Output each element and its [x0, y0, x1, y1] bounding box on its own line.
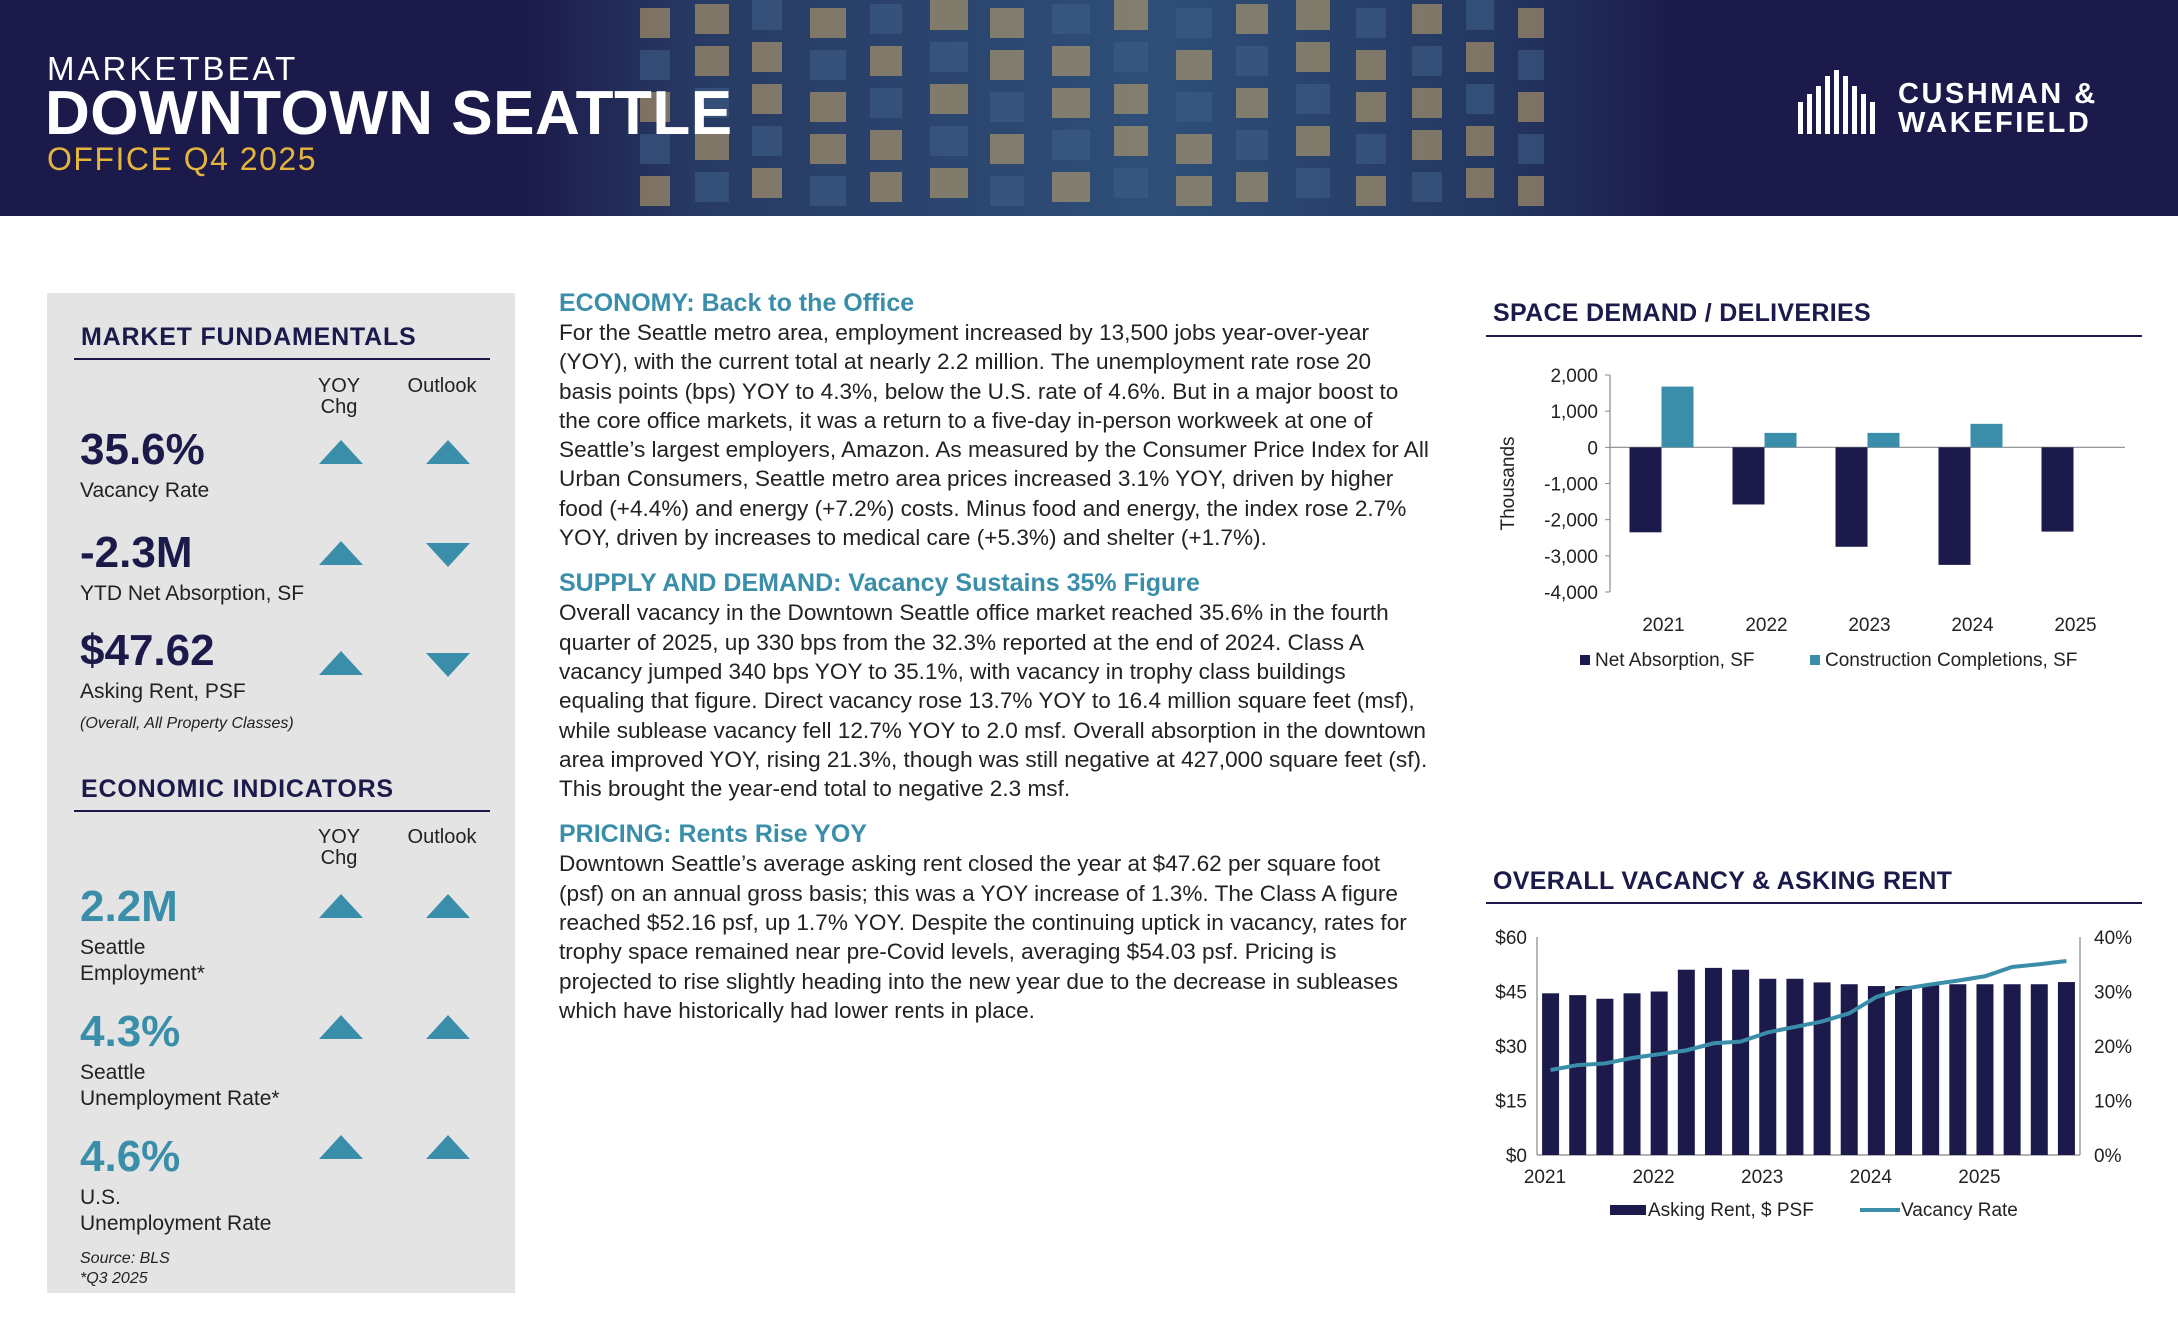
legend-label-completions: Construction Completions, SF: [1825, 650, 2078, 671]
building-window: [870, 88, 902, 118]
building-window: [810, 8, 846, 38]
building-window: [1176, 92, 1212, 122]
legend-label-absorption: Net Absorption, SF: [1595, 650, 1755, 671]
completions-bar: [1765, 433, 1797, 447]
yoy-column-header: YOY Chg: [317, 375, 361, 418]
metric-asking-rent: [80, 627, 340, 705]
building-window: [1518, 50, 1544, 80]
y-axis-label: Thousands: [1498, 436, 1519, 531]
building-window: [1236, 4, 1268, 34]
building-window: [1518, 176, 1544, 206]
building-window: [810, 50, 846, 80]
yoy-up-arrow-icon: [319, 651, 363, 675]
building-window: [870, 172, 902, 202]
building-window: [1236, 88, 1268, 118]
y-tick-label: 2,000: [1550, 366, 1598, 387]
building-window: [1412, 172, 1442, 202]
building-window: [1356, 50, 1386, 80]
metric-label: U.S. Unemployment Rate: [80, 1186, 272, 1235]
section-heading-pricing: PRICING: Rents Rise YOY: [559, 820, 867, 849]
left-tick-label: $15: [1495, 1091, 1527, 1113]
building-window: [1518, 92, 1544, 122]
metric-seattle-unemployment: [80, 1008, 340, 1112]
building-window: [1236, 172, 1268, 202]
asking-rent-bar: [2058, 982, 2075, 1155]
x-tick-label: 2024: [1849, 1167, 1892, 1188]
chart-divider: [1486, 902, 2142, 904]
building-window: [1466, 42, 1494, 72]
asking-rent-bar: [1596, 999, 1613, 1155]
space-demand-chart: [1480, 350, 2160, 680]
left-tick-label: $30: [1495, 1037, 1527, 1058]
completions-bar: [1662, 387, 1694, 448]
outlook-up-arrow-icon: [426, 894, 470, 918]
metric-vacancy: [80, 426, 340, 504]
kicker-title: MARKETBEAT: [47, 50, 299, 87]
logo-text-line1: CUSHMAN &: [1898, 78, 2098, 110]
building-window: [1296, 84, 1330, 114]
y-tick-label: -2,000: [1544, 510, 1598, 532]
x-tick-label: 2023: [1741, 1167, 1784, 1188]
x-tick-label: 2025: [1958, 1167, 2001, 1188]
fundamentals-panel: [47, 293, 515, 1293]
x-tick-label: 2024: [1951, 615, 1994, 636]
building-window: [870, 4, 902, 34]
asking-rent-bar: [1569, 995, 1586, 1155]
y-tick-label: -3,000: [1544, 546, 1598, 568]
section-divider: [74, 810, 490, 812]
yoy-column-header: YOY Chg: [317, 826, 361, 869]
asking-rent-bar: [1624, 993, 1641, 1155]
metric-value: 4.3%: [80, 1007, 181, 1056]
metric-net-absorption: [80, 529, 340, 607]
building-window: [930, 42, 968, 72]
metric-label: Seattle Unemployment Rate*: [80, 1061, 280, 1110]
vacancy-chart-title: OVERALL VACANCY & ASKING RENT: [1493, 867, 1953, 895]
absorption-bar: [2042, 447, 2074, 531]
building-window: [1176, 50, 1212, 80]
cushman-wakefield-logo: [1798, 70, 2108, 139]
building-window: [1356, 92, 1386, 122]
building-window: [695, 46, 729, 76]
building-window: [640, 176, 670, 206]
metric-value: $47.62: [80, 626, 215, 675]
x-tick-label: 2023: [1848, 615, 1891, 636]
legend-swatch-rent: [1610, 1205, 1646, 1215]
x-tick-label: 2025: [2054, 615, 2097, 636]
yoy-up-arrow-icon: [319, 541, 363, 565]
building-window: [752, 168, 782, 198]
outlook-up-arrow-icon: [426, 440, 470, 464]
right-tick-label: 20%: [2094, 1037, 2133, 1058]
building-window: [1114, 42, 1148, 72]
vacancy-rent-chart: [1480, 915, 2160, 1235]
asking-rent-bar: [1705, 968, 1722, 1155]
building-window: [990, 176, 1024, 206]
building-window: [1176, 8, 1212, 38]
building-window: [1236, 46, 1268, 76]
building-window: [1114, 168, 1148, 198]
building-window: [1296, 126, 1330, 156]
x-tick-label: 2022: [1745, 615, 1788, 636]
left-tick-label: $60: [1495, 928, 1527, 949]
building-window: [810, 176, 846, 206]
legend-label-rent: Asking Rent, $ PSF: [1648, 1200, 1814, 1221]
section-divider: [74, 358, 490, 360]
asking-rent-bar: [1759, 979, 1776, 1155]
logo-text-line2: WAKEFIELD: [1898, 107, 2092, 139]
asking-rent-bar: [1678, 970, 1695, 1155]
yoy-up-arrow-icon: [319, 1135, 363, 1159]
metric-us-unemployment: [80, 1133, 340, 1237]
building-window: [1412, 46, 1442, 76]
outlook-down-arrow-icon: [426, 543, 470, 567]
building-window: [1296, 0, 1330, 30]
commentary-column: [559, 288, 1429, 1041]
outlook-down-arrow-icon: [426, 653, 470, 677]
fundamentals-note: (Overall, All Property Classes): [80, 715, 294, 732]
outlook-up-arrow-icon: [426, 1015, 470, 1039]
section-heading-supply-demand: SUPPLY AND DEMAND: Vacancy Sustains 35% Figure: [559, 569, 1200, 598]
report-subtitle: OFFICE Q4 2025: [47, 141, 317, 177]
y-tick-label: 0: [1587, 438, 1598, 460]
building-window: [1412, 4, 1442, 34]
legend-label-vacancy: Vacancy Rate: [1901, 1200, 2018, 1221]
building-window: [870, 130, 902, 160]
absorption-bar: [1630, 447, 1662, 532]
building-window: [1466, 126, 1494, 156]
building-window: [930, 168, 968, 198]
y-tick-label: -4,000: [1544, 583, 1598, 604]
right-tick-label: 40%: [2094, 928, 2133, 949]
asking-rent-bar: [1814, 982, 1831, 1155]
source-note: Source: BLS: [80, 1250, 170, 1267]
building-window: [1176, 176, 1212, 206]
metric-value: 4.6%: [80, 1132, 181, 1181]
building-window: [1296, 42, 1330, 72]
building-window: [1052, 4, 1090, 34]
header-banner: [0, 0, 2178, 216]
building-window: [1412, 130, 1442, 160]
asking-rent-bar: [1786, 979, 1803, 1155]
absorption-bar: [1836, 447, 1868, 546]
building-window: [990, 92, 1024, 122]
building-window: [810, 92, 846, 122]
building-window: [1236, 130, 1268, 160]
building-window: [695, 4, 729, 34]
section-body-supply-demand: Overall vacancy in the Downtown Seattle office market reached 35.6% in the fourth quarter of 2025, up 330 bps from the 32.3% reported at the end of 2024. Class A vacancy jumped 340 bps YOY to 35.1%, with vacancy in trophy class buildings equaling that figure. Direct vacancy rose 13.7% YOY to 16.4 million square feet (msf), while sublease vacancy fell 12.7% YOY to 2.0 msf. Overall absorption in the downtown area improved YOY, rising 21.3%, though was still negative at 427,000 square feet (sf). This brought the year-end total to negative 2.3 msf.: [559, 600, 1428, 802]
building-window: [640, 8, 670, 38]
yoy-up-arrow-icon: [319, 894, 363, 918]
section-body-pricing: Downtown Seattle’s average asking rent closed the year at $47.62 per square foot (psf) on an annual gross basis; this was a YOY increase of 1.3%. The Class A figure reached $52.16 psf, up 1.7% YOY. Despite the continuing uptick in vacancy, rates for trophy space remained near pre-Covid levels, averaging $54.03 psf. Pricing is projected to rise slightly heading into the new year due to the decrease in subleases which have historically had lower rents in place.: [559, 851, 1407, 1023]
yoy-up-arrow-icon: [319, 440, 363, 464]
completions-bar: [1868, 433, 1900, 447]
building-window: [930, 126, 968, 156]
building-window: [1356, 134, 1386, 164]
chart-divider: [1486, 335, 2142, 337]
building-window: [1114, 126, 1148, 156]
x-tick-label: 2021: [1523, 1167, 1567, 1188]
building-window: [1052, 46, 1090, 76]
demand-chart-title: SPACE DEMAND / DELIVERIES: [1493, 299, 1871, 327]
outlook-up-arrow-icon: [426, 1135, 470, 1159]
building-window: [1176, 134, 1212, 164]
section-heading-economy: ECONOMY: Back to the Office: [559, 289, 915, 317]
building-window: [990, 8, 1024, 38]
asking-rent-bar: [2004, 984, 2021, 1155]
building-window: [810, 134, 846, 164]
y-tick-label: 1,000: [1550, 402, 1598, 424]
metric-label: Asking Rent, PSF: [80, 680, 246, 703]
building-window: [1518, 134, 1544, 164]
asking-rent-bar: [2031, 984, 2048, 1155]
building-window: [1052, 130, 1090, 160]
building-window: [1466, 0, 1494, 30]
building-window: [1412, 88, 1442, 118]
outlook-column-header: Outlook: [407, 375, 477, 397]
building-window: [752, 42, 782, 72]
metric-seattle-employment: [80, 883, 340, 987]
building-window: [1052, 88, 1090, 118]
building-window: [640, 50, 670, 80]
outlook-column-header: Outlook: [407, 826, 477, 848]
metric-value: 35.6%: [80, 425, 205, 474]
building-window: [1518, 8, 1544, 38]
building-window: [1356, 176, 1386, 206]
left-tick-label: $0: [1505, 1146, 1527, 1167]
building-window: [930, 84, 968, 114]
asking-rent-bar: [1976, 984, 1993, 1155]
building-window: [1114, 0, 1148, 30]
metric-label: Vacancy Rate: [80, 479, 210, 502]
x-tick-label: 2021: [1642, 615, 1685, 636]
yoy-up-arrow-icon: [319, 1015, 363, 1039]
asking-rent-bar: [1922, 984, 1939, 1155]
asking-rent-bar: [1542, 993, 1559, 1155]
right-tick-label: 30%: [2094, 982, 2133, 1004]
legend-swatch-completions: [1810, 655, 1820, 665]
logo-mark-icon: [1798, 70, 1890, 134]
x-tick-label: 2022: [1632, 1167, 1675, 1188]
asking-rent-bar: [1895, 986, 1912, 1155]
building-window: [752, 0, 782, 30]
absorption-bar: [1733, 447, 1765, 504]
section-body-economy: For the Seattle metro area, employment increased by 13,500 jobs year-over-year (YOY), with the current total at nearly 2.2 million. The unemployment rate rose 20 basis points (bps) YOY to 4.3%, below the U.S. rate of 4.6%. But in a major boost to the core office markets, it was a return to a five-day in-person workweek at one of Seattle’s largest employers, Amazon. As measured by the Consumer Price Index for All Urban Consumers, Seattle metro area prices increased 3.1% YOY, driven by higher food (+4.4%) and energy (+7.2%) costs. Minus food and energy, the index rose 2.7% YOY, driven by increases to medical care (+5.3%) and shelter (+1.7%).: [559, 320, 1429, 551]
completions-bar: [1971, 424, 2003, 448]
building-window: [1466, 168, 1494, 198]
metric-label: YTD Net Absorption, SF: [80, 582, 305, 605]
building-window: [930, 0, 968, 30]
absorption-bar: [1939, 447, 1971, 565]
market-fundamentals-title: MARKET FUNDAMENTALS: [81, 323, 417, 351]
building-window: [695, 172, 729, 202]
building-window: [752, 126, 782, 156]
legend-swatch-absorption: [1580, 655, 1590, 665]
right-tick-label: 10%: [2094, 1091, 2133, 1113]
footnote: *Q3 2025: [80, 1270, 148, 1287]
right-tick-label: 0%: [2094, 1146, 2122, 1167]
building-window: [1466, 84, 1494, 114]
y-tick-label: -1,000: [1544, 474, 1598, 496]
building-window: [990, 50, 1024, 80]
asking-rent-bar: [1949, 984, 1966, 1155]
metric-label: Seattle Employment*: [80, 936, 205, 985]
building-window: [752, 84, 782, 114]
metric-value: 2.2M: [80, 882, 178, 931]
building-window: [1356, 8, 1386, 38]
metric-value: -2.3M: [80, 528, 193, 577]
building-window: [1052, 172, 1090, 202]
building-window: [870, 46, 902, 76]
asking-rent-bar: [1651, 992, 1668, 1156]
building-window: [990, 134, 1024, 164]
building-window: [1296, 168, 1330, 198]
asking-rent-bar: [1868, 986, 1885, 1155]
asking-rent-bar: [1732, 970, 1749, 1155]
economic-indicators-title: ECONOMIC INDICATORS: [81, 775, 394, 803]
building-window: [1114, 84, 1148, 114]
left-tick-label: $45: [1495, 982, 1527, 1004]
market-title: DOWNTOWN SEATTLE: [45, 79, 733, 148]
